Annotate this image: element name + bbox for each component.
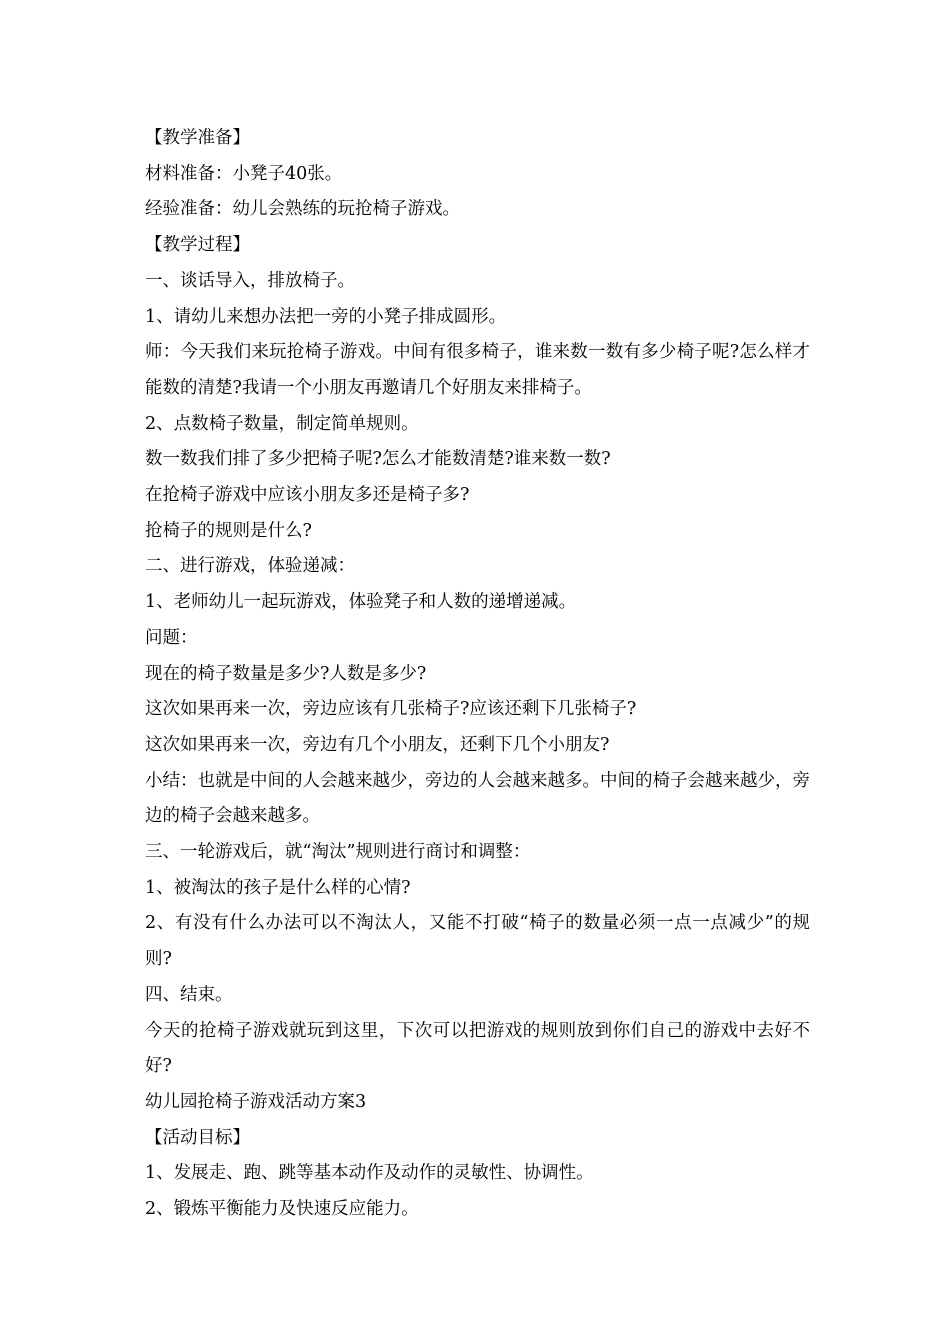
paragraph: 这次如果再来一次，旁边应该有几张椅子?应该还剩下几张椅子?	[145, 699, 637, 720]
paragraph: 抢椅子的规则是什么?	[145, 520, 312, 541]
paragraph-materials: 材料准备：小凳子40张。	[145, 163, 343, 184]
step-heading-1: 一、谈话导入，排放椅子。	[145, 270, 355, 291]
section-heading-teaching-prep: 【教学准备】	[145, 128, 250, 148]
paragraph: 在抢椅子游戏中应该小朋友多还是椅子多?	[145, 485, 470, 506]
paragraph-questions-label: 问题：	[145, 627, 198, 648]
section-heading-activity-goals: 【活动目标】	[145, 1127, 250, 1148]
paragraph: 1、老师幼儿一起玩游戏，体验凳子和人数的递增递减。	[145, 592, 577, 613]
paragraph: 2、点数椅子数量，制定简单规则。	[145, 413, 419, 434]
paragraph: 2、有没有什么办法可以不淘汰人，又能不打破“椅子的数量必须一点一点减少”的规则?	[145, 913, 810, 970]
paragraph: 现在的椅子数量是多少?人数是多少?	[145, 663, 427, 684]
paragraph-teacher-dialogue: 师：今天我们来玩抢椅子游戏。中间有很多椅子，谁来数一数有多少椅子呢?怎么样才能数的清楚?我请一个小朋友再邀请几个好朋友来排椅子。	[145, 342, 810, 398]
step-heading-3: 三、一轮游戏后，就“淘汰”规则进行商讨和调整：	[145, 842, 531, 863]
section-heading-teaching-process: 【教学过程】	[145, 235, 250, 256]
paragraph-closing: 今天的抢椅子游戏就玩到这里，下次可以把游戏的规则放到你们自己的游戏中去好不好?	[145, 1020, 810, 1077]
paragraph-experience: 经验准备：幼儿会熟练的玩抢椅子游戏。	[145, 199, 460, 220]
step-heading-2: 二、进行游戏，体验递减：	[145, 556, 355, 577]
document-body	[145, 121, 810, 1228]
paragraph: 这次如果再来一次，旁边有几个小朋友，还剩下几个小朋友?	[145, 734, 610, 755]
step-heading-4: 四、结束。	[145, 984, 233, 1005]
paragraph: 1、发展走、跑、跳等基本动作及动作的灵敏性、协调性。	[145, 1163, 594, 1184]
paragraph: 数一数我们排了多少把椅子呢?怎么才能数清楚?谁来数一数?	[145, 449, 611, 470]
paragraph: 2、锻炼平衡能力及快速反应能力。	[145, 1199, 419, 1220]
paragraph: 1、被淘汰的孩子是什么样的心情?	[145, 877, 411, 898]
plan-title-3: 幼儿园抢椅子游戏活动方案3	[145, 1091, 367, 1112]
paragraph: 1、请幼儿来想办法把一旁的小凳子排成圆形。	[145, 306, 507, 327]
paragraph-summary: 小结：也就是中间的人会越来越少，旁边的人会越来越多。中间的椅子会越来越少，旁边的椅子会越来越多。	[145, 770, 810, 827]
